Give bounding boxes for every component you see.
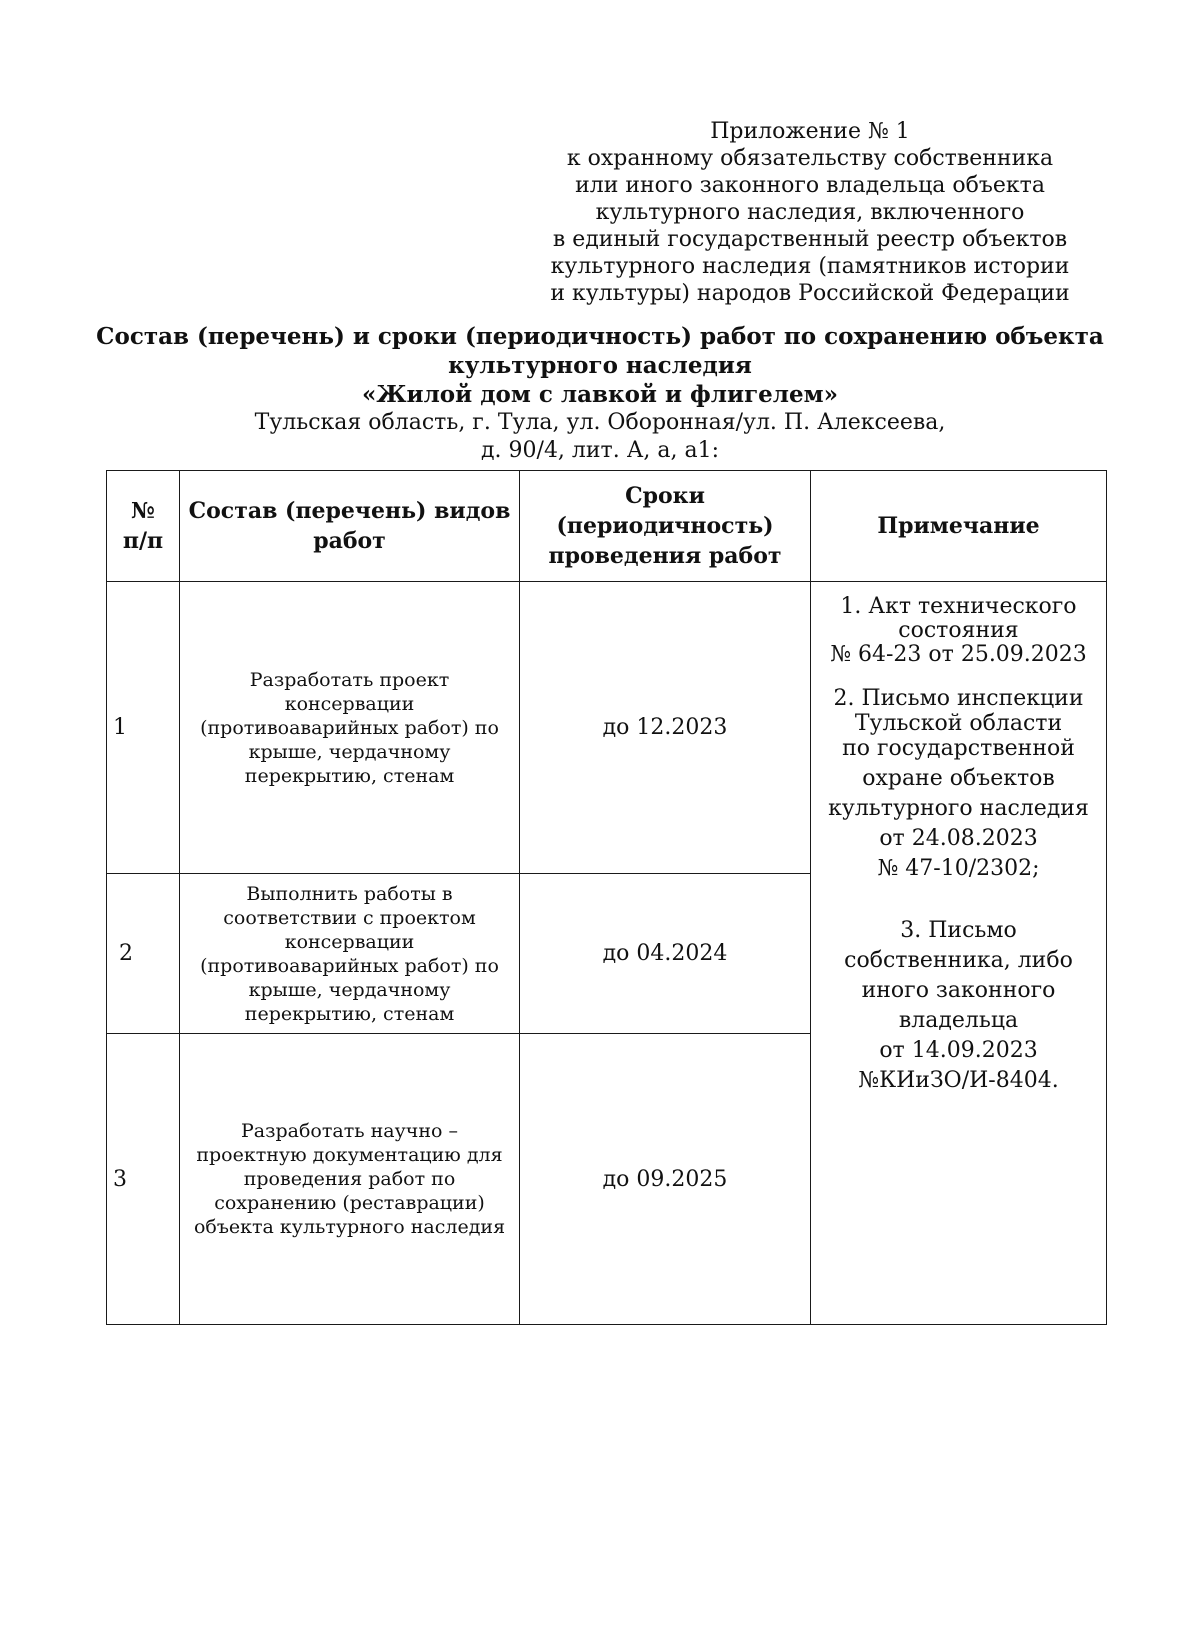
header-num: [107, 471, 180, 582]
work-line: крыше, чердачному: [248, 978, 451, 1001]
note-line: Тульской области: [854, 711, 1063, 736]
header-term-line: Сроки: [625, 483, 705, 509]
work-line: проведения работ по: [243, 1168, 456, 1190]
work-term: до 12.2023: [520, 582, 811, 874]
row-number: 1: [107, 582, 180, 874]
note-line: 3. Письмо: [900, 918, 1017, 943]
note-line: 1. Акт технического: [840, 594, 1077, 619]
work-line: консервации: [284, 692, 415, 715]
object-name: «Жилой дом с лавкой и флигелем»: [361, 381, 839, 408]
header-term: [520, 471, 811, 582]
work-line: крыше, чердачному: [248, 740, 451, 763]
title-line: культурного наследия: [448, 352, 752, 379]
appendix-header: [530, 118, 1090, 307]
work-line: (противоаварийных работ) по: [200, 716, 499, 739]
work-line: перекрытию, стенам: [244, 764, 455, 787]
note-cell: [811, 582, 1107, 1325]
note-line: состояния: [898, 618, 1019, 643]
appendix-line: культурного наследия (памятников истории: [550, 254, 1070, 279]
work-line: (противоаварийных работ) по: [200, 954, 499, 977]
table-row: [107, 582, 1107, 874]
appendix-line: или иного законного владельца объекта: [575, 173, 1045, 198]
work-line: Выполнить работы в: [246, 882, 453, 905]
work-description: [180, 1034, 520, 1325]
work-line: Разработать научно –: [241, 1120, 458, 1142]
table-header-row: [107, 471, 1107, 582]
works-table: [106, 470, 1107, 1325]
note-line: иного законного: [861, 978, 1056, 1003]
note-spacer: [817, 670, 1100, 684]
work-line: сохранению (реставрации): [214, 1192, 485, 1214]
document-title: [80, 322, 1120, 465]
note-line: от 14.09.2023: [879, 1038, 1038, 1063]
header-num-line: №: [131, 498, 155, 524]
note-line: охране объектов: [862, 766, 1055, 791]
work-term: до 09.2025: [520, 1034, 811, 1325]
note-line: №КИиЗО/И-8404.: [858, 1068, 1059, 1093]
header-term-line: проведения работ: [548, 543, 782, 569]
note-line: культурного наследия: [828, 796, 1089, 821]
appendix-line: к охранному обязательству собственника: [566, 146, 1054, 171]
work-term: до 04.2024: [520, 874, 811, 1034]
work-line: перекрытию, стенам: [244, 1002, 455, 1025]
header-note: Примечание: [811, 471, 1107, 582]
note-line: владельца: [898, 1008, 1019, 1033]
work-line: Разработать проект: [249, 668, 450, 691]
work-line: консервации: [284, 930, 415, 953]
note-line: № 47-10/2302;: [877, 856, 1040, 881]
header-term-line: (периодичность): [556, 513, 774, 539]
work-line: соответствии с проектом: [223, 906, 476, 929]
note-line: от 24.08.2023: [879, 826, 1038, 851]
header-work: Состав (перечень) видов работ: [180, 471, 520, 582]
header-num-line: п/п: [122, 528, 164, 554]
note-line: № 64-23 от 25.09.2023: [830, 642, 1087, 667]
title-line: Состав (перечень) и сроки (периодичность) работ по сохранению объекта: [96, 323, 1104, 350]
work-line: проектную документацию для: [196, 1144, 503, 1166]
work-line: объекта культурного наследия: [193, 1216, 506, 1238]
note-line: по государственной: [842, 736, 1075, 761]
appendix-line: и культуры) народов Российской Федерации: [550, 281, 1070, 306]
note-line: 2. Письмо инспекции: [833, 686, 1084, 711]
object-address-line: Тульская область, г. Тула, ул. Оборонная/ул. П. Алексеева,: [254, 410, 946, 435]
note-line: собственника, либо: [844, 948, 1073, 973]
row-number: 2: [107, 874, 180, 1034]
row-number: 3: [107, 1034, 180, 1325]
note-spacer: [817, 884, 1100, 916]
appendix-line: в единый государственный реестр объектов: [552, 227, 1068, 252]
work-description: [180, 874, 520, 1034]
object-address-line: д. 90/4, лит. А, а, а1:: [481, 438, 719, 463]
appendix-line: Приложение № 1: [710, 119, 910, 144]
appendix-line: культурного наследия, включенного: [595, 200, 1025, 225]
work-description: [180, 582, 520, 874]
